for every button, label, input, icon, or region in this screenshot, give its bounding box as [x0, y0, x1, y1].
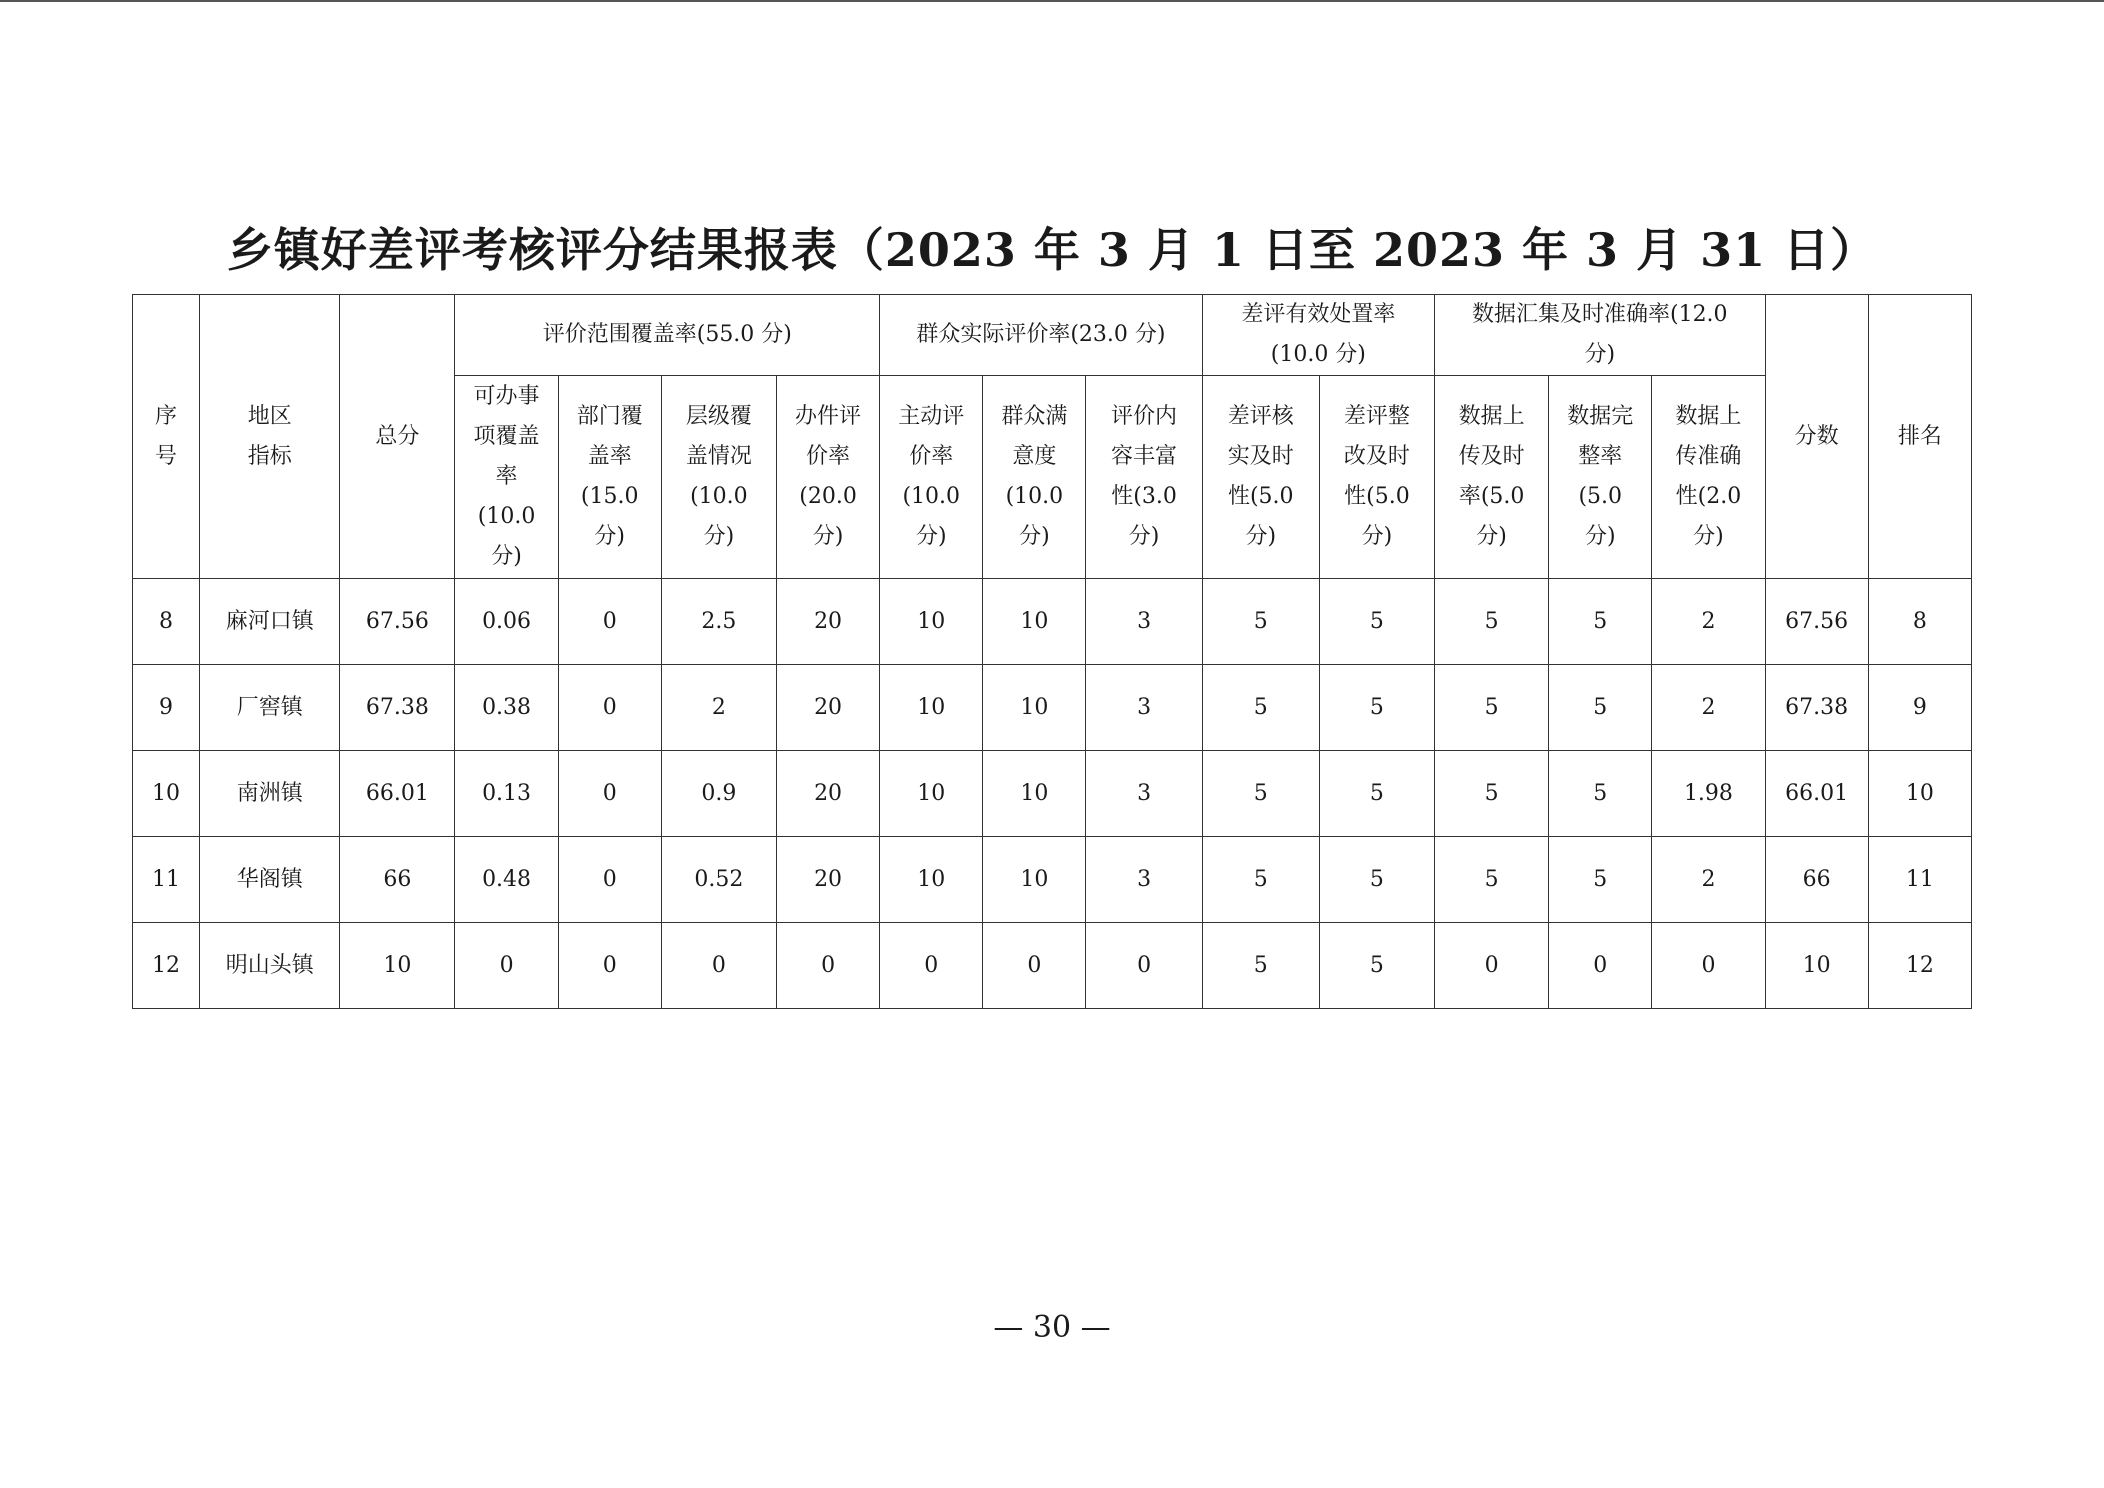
table-cell: 0: [558, 665, 661, 751]
table-row: [133, 665, 1972, 751]
table-cell: 5: [1549, 665, 1652, 751]
table-cell: 5: [1202, 579, 1319, 665]
cell-rank: 8: [1868, 579, 1971, 665]
cell-seq: 12: [133, 923, 200, 1009]
cell-region: 麻河口镇: [200, 579, 340, 665]
cell-total: 10: [340, 923, 455, 1009]
table-cell: 0: [776, 923, 879, 1009]
header-group-evaluation: 群众实际评价率(23.0 分): [880, 295, 1203, 376]
table-cell: 10: [983, 837, 1086, 923]
header-group-negative-handling: 差评有效处置率 (10.0 分): [1202, 295, 1434, 376]
table-cell: 5: [1549, 837, 1652, 923]
table-cell: 0: [558, 751, 661, 837]
table-cell: 5: [1202, 665, 1319, 751]
table-cell: 0: [1549, 923, 1652, 1009]
table-cell: 5: [1202, 837, 1319, 923]
report-title: 乡镇好差评考核评分结果报表（2023 年 3 月 1 日至 2023 年 3 月 31 日）: [226, 223, 1878, 277]
table-cell: 5: [1435, 665, 1549, 751]
table-cell: 20: [776, 665, 879, 751]
table-cell: 5: [1549, 751, 1652, 837]
table-cell: 0: [455, 923, 558, 1009]
cell-region: 南洲镇: [200, 751, 340, 837]
table-cell: 5: [1435, 751, 1549, 837]
cell-rank: 12: [1868, 923, 1971, 1009]
table-cell: 2: [1652, 837, 1765, 923]
cell-total: 66: [340, 837, 455, 923]
table-cell: 3: [1086, 751, 1202, 837]
table-cell: 1.98: [1652, 751, 1765, 837]
table-cell: 5: [1319, 923, 1434, 1009]
table-cell: 0: [661, 923, 776, 1009]
header-rank: 排名: [1868, 295, 1971, 579]
cell-seq: 10: [133, 751, 200, 837]
header-sub: 评价内 容丰富 性(3.0 分): [1086, 376, 1202, 579]
table-cell: 2.5: [661, 579, 776, 665]
header-sub: 数据上 传及时 率(5.0 分): [1435, 376, 1549, 579]
table-cell: 2: [661, 665, 776, 751]
header-seq: 序 号: [133, 295, 200, 579]
table-cell: 10: [880, 665, 983, 751]
table-row: [133, 923, 1972, 1009]
cell-score: 67.56: [1765, 579, 1868, 665]
score-table: [132, 294, 1972, 1009]
table-body: [133, 579, 1972, 1009]
cell-score: 66.01: [1765, 751, 1868, 837]
header-group-coverage: 评价范围覆盖率(55.0 分): [455, 295, 880, 376]
header-row-groups: [133, 295, 1972, 376]
header-sub: 办件评 价率 (20.0 分): [776, 376, 879, 579]
header-sub: 数据上 传准确 性(2.0 分): [1652, 376, 1765, 579]
cell-region: 华阁镇: [200, 837, 340, 923]
header-total: 总分: [340, 295, 455, 579]
header-sub: 数据完 整率 (5.0 分): [1549, 376, 1652, 579]
table-cell: 0.38: [455, 665, 558, 751]
cell-score: 66: [1765, 837, 1868, 923]
cell-seq: 8: [133, 579, 200, 665]
table-cell: 2: [1652, 579, 1765, 665]
table-cell: 0: [558, 579, 661, 665]
table-cell: 0: [558, 837, 661, 923]
table-cell: 5: [1435, 579, 1549, 665]
table-cell: 10: [983, 751, 1086, 837]
cell-seq: 11: [133, 837, 200, 923]
table-cell: 3: [1086, 579, 1202, 665]
cell-total: 67.38: [340, 665, 455, 751]
table-cell: 3: [1086, 837, 1202, 923]
header-sub: 可办事 项覆盖 率 (10.0 分): [455, 376, 558, 579]
table-cell: 20: [776, 837, 879, 923]
table-cell: 0.9: [661, 751, 776, 837]
table-cell: 20: [776, 579, 879, 665]
table-cell: 10: [880, 751, 983, 837]
table-cell: 20: [776, 751, 879, 837]
table-cell: 0: [983, 923, 1086, 1009]
cell-region: 厂窖镇: [200, 665, 340, 751]
table-cell: 2: [1652, 665, 1765, 751]
table-row: [133, 837, 1972, 923]
table-cell: 5: [1319, 837, 1434, 923]
header-sub: 部门覆 盖率 (15.0 分): [558, 376, 661, 579]
table-cell: 5: [1202, 751, 1319, 837]
cell-seq: 9: [133, 665, 200, 751]
table-cell: 0: [880, 923, 983, 1009]
table-cell: 0: [1652, 923, 1765, 1009]
table-cell: 0: [1435, 923, 1549, 1009]
table-cell: 0.06: [455, 579, 558, 665]
cell-total: 66.01: [340, 751, 455, 837]
cell-rank: 10: [1868, 751, 1971, 837]
header-sub: 群众满 意度 (10.0 分): [983, 376, 1086, 579]
table-cell: 0.48: [455, 837, 558, 923]
table-cell: 5: [1202, 923, 1319, 1009]
table-cell: 10: [880, 837, 983, 923]
header-sub: 层级覆 盖情况 (10.0 分): [661, 376, 776, 579]
table-cell: 5: [1319, 751, 1434, 837]
cell-rank: 11: [1868, 837, 1971, 923]
table-cell: 0: [558, 923, 661, 1009]
table-cell: 10: [880, 579, 983, 665]
table-cell: 5: [1549, 579, 1652, 665]
header-sub: 差评核 实及时 性(5.0 分): [1202, 376, 1319, 579]
header-sub: 主动评 价率 (10.0 分): [880, 376, 983, 579]
table-cell: 5: [1435, 837, 1549, 923]
top-border-line: [0, 0, 2104, 2]
page-number: — 30 —: [993, 1310, 1111, 1345]
header-group-data-accuracy: 数据汇集及时准确率(12.0 分): [1435, 295, 1766, 376]
table-cell: 0.13: [455, 751, 558, 837]
cell-total: 67.56: [340, 579, 455, 665]
table-cell: 5: [1319, 579, 1434, 665]
cell-region: 明山头镇: [200, 923, 340, 1009]
table-row: [133, 579, 1972, 665]
table-cell: 10: [983, 665, 1086, 751]
cell-score: 10: [1765, 923, 1868, 1009]
header-score: 分数: [1765, 295, 1868, 579]
table-cell: 3: [1086, 665, 1202, 751]
header-region: 地区 指标: [200, 295, 340, 579]
table-cell: 10: [983, 579, 1086, 665]
cell-score: 67.38: [1765, 665, 1868, 751]
table-cell: 0: [1086, 923, 1202, 1009]
cell-rank: 9: [1868, 665, 1971, 751]
table-cell: 5: [1319, 665, 1434, 751]
table-cell: 0.52: [661, 837, 776, 923]
header-sub: 差评整 改及时 性(5.0 分): [1319, 376, 1434, 579]
table-row: [133, 751, 1972, 837]
